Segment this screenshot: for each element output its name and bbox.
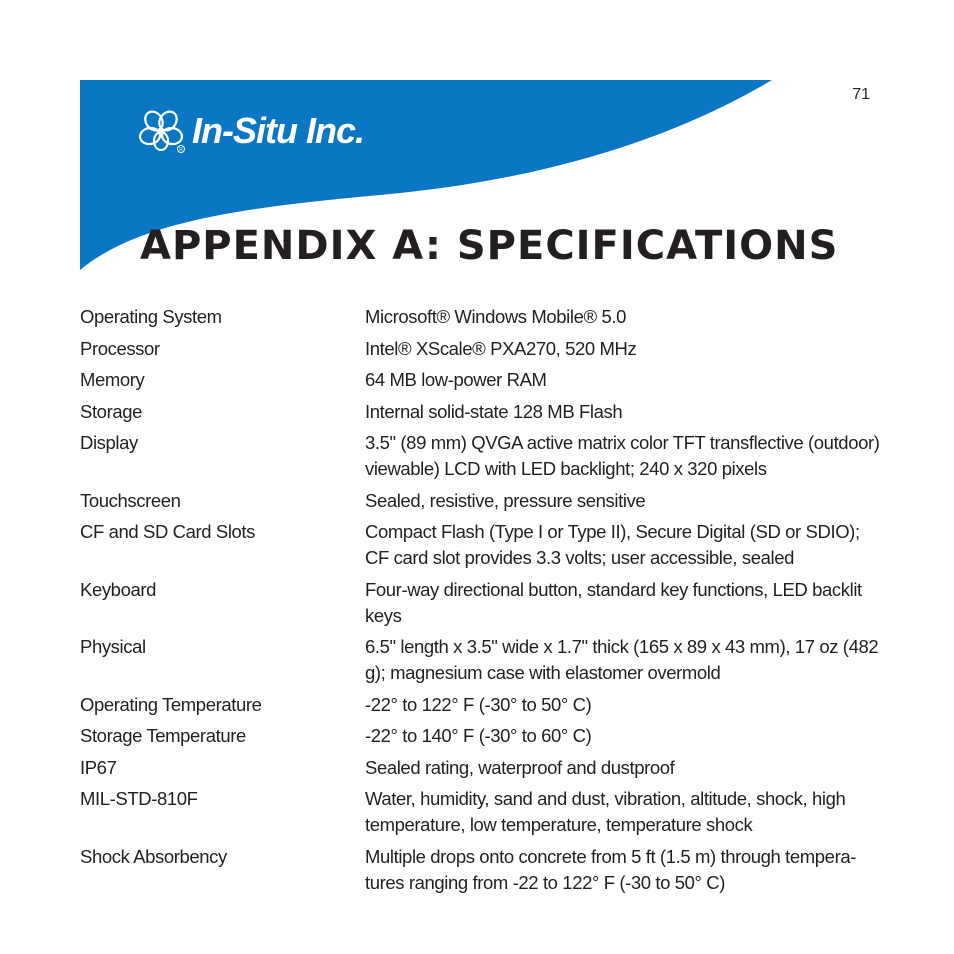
spec-value: Multiple drops onto concrete from 5 ft (1.5 m) through tempera-tures ranging from -22 to 122° F (-30 to 50° C): [365, 845, 856, 893]
spec-value: 64 MB low-power RAM: [365, 369, 547, 390]
company-logo: [136, 108, 364, 154]
spec-label: Storage: [80, 400, 142, 422]
spec-row: [80, 399, 880, 425]
spec-label: CF and SD Card Slots: [80, 521, 256, 542]
spec-row: [80, 488, 880, 514]
spec-row: [80, 634, 880, 686]
spec-label: Operating System: [80, 306, 222, 327]
spec-row: [80, 755, 880, 781]
page-number: 71: [852, 86, 870, 103]
spec-label: MIL-STD-810F: [80, 788, 198, 809]
spec-label: Storage Temperature: [80, 725, 246, 746]
svg-text:R: R: [179, 147, 183, 153]
spec-row: [80, 577, 880, 629]
spec-value: -22° to 122° F (-30° to 50° C): [365, 693, 592, 715]
spec-label: Keyboard: [80, 578, 156, 600]
spec-row: [80, 844, 880, 896]
spec-label: IP67: [80, 756, 117, 778]
flower-logo-icon: [136, 108, 186, 154]
spec-row: [80, 786, 880, 838]
spec-label: Memory: [80, 369, 145, 390]
spec-label: Operating Temperature: [80, 693, 262, 715]
spec-label: Touchscreen: [80, 489, 181, 511]
spec-row: [80, 692, 880, 718]
specifications-table: [80, 304, 880, 901]
spec-label: Physical: [80, 636, 146, 657]
spec-value: Four-way directional button, standard key functions, LED backlit keys: [365, 578, 862, 626]
spec-row: [80, 304, 880, 330]
spec-value: Intel® XScale® PXA270, 520 MHz: [365, 337, 637, 359]
spec-value: Sealed rating, waterproof and dustproof: [365, 756, 675, 778]
spec-value: Sealed, resistive, pressure sensitive: [365, 489, 646, 511]
spec-value: 6.5" length x 3.5" wide x 1.7" thick (165 x 89 x 43 mm), 17 oz (482 g); magnesium case with elastomer overmold: [365, 636, 879, 683]
spec-value: 3.5" (89 mm) QVGA active matrix color TFT transflective (outdoor) viewable) LCD with LED backlight; 240 x 320 pixels: [365, 432, 880, 479]
spec-value: Compact Flash (Type I or Type II), Secure Digital (SD or SDIO); CF card slot provides 3.3 volts; user accessible, sealed: [365, 521, 860, 568]
spec-row: [80, 336, 880, 362]
spec-row: [80, 723, 880, 749]
spec-value: -22° to 140° F (-30° to 60° C): [365, 725, 592, 746]
company-name: In-Situ Inc.: [192, 110, 364, 151]
spec-row: [80, 367, 880, 393]
spec-row: [80, 519, 880, 571]
spec-value: Microsoft® Windows Mobile® 5.0: [365, 306, 626, 327]
spec-value: Water, humidity, sand and dust, vibration, altitude, shock, high temperature, low temperature, temperature shock: [365, 788, 846, 835]
spec-label: Display: [80, 432, 138, 453]
spec-label: Processor: [80, 337, 160, 359]
spec-value: Internal solid-state 128 MB Flash: [365, 400, 623, 422]
page-title: APPENDIX A: SPECIFICATIONS: [140, 223, 839, 269]
spec-label: Shock Absorbency: [80, 845, 227, 867]
spec-row: [80, 430, 880, 482]
